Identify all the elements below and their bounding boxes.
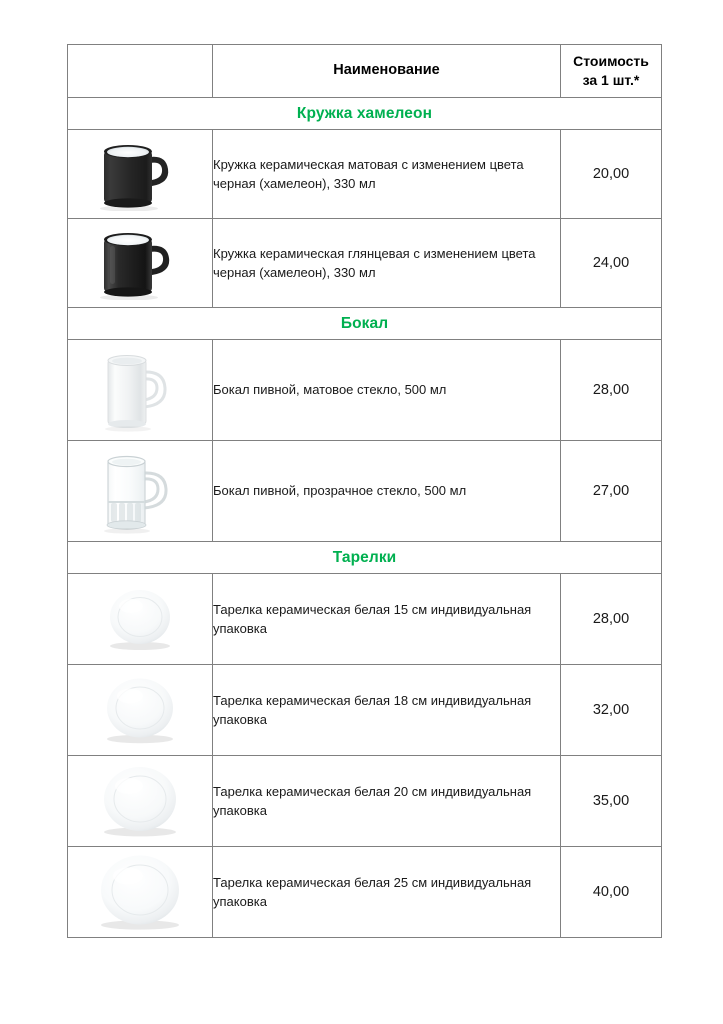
section-header-row — [68, 98, 662, 130]
white-plate-18-image — [82, 673, 198, 747]
product-image-cell — [68, 847, 213, 938]
product-row — [68, 219, 662, 308]
product-name: Тарелка керамическая белая 20 см индивидуальная упаковка — [213, 756, 561, 847]
header-name-column: Наименование — [213, 45, 561, 98]
black-matte-mug-image — [88, 137, 192, 211]
product-name: Бокал пивной, прозрачное стекло, 500 мл — [213, 441, 561, 542]
product-name: Тарелка керамическая белая 18 см индивидуальная упаковка — [213, 665, 561, 756]
product-row — [68, 340, 662, 441]
product-image-cell — [68, 219, 213, 308]
white-plate-20-image — [79, 762, 201, 840]
table-body — [68, 98, 662, 938]
product-name: Тарелка керамическая белая 25 см индивидуальная упаковка — [213, 847, 561, 938]
white-plate-25-image — [76, 851, 204, 933]
black-glossy-mug-image — [88, 226, 192, 300]
product-image-cell — [68, 665, 213, 756]
product-row — [68, 441, 662, 542]
price-table — [67, 44, 662, 938]
section-header-row — [68, 542, 662, 574]
product-row — [68, 756, 662, 847]
header-price-line2: за 1 шт.* — [582, 72, 640, 88]
header-row — [68, 45, 662, 98]
section-title: Бокал — [68, 308, 662, 340]
product-price: 24,00 — [561, 219, 662, 308]
section-title: Тарелки — [68, 542, 662, 574]
clear-beer-glass-image — [94, 445, 186, 537]
header-price-line1: Стоимость — [573, 53, 649, 70]
product-image-cell — [68, 756, 213, 847]
section-title: Кружка хамелеон — [68, 98, 662, 130]
frosted-beer-glass-image — [94, 346, 186, 434]
product-image-cell — [68, 574, 213, 665]
product-price: 32,00 — [561, 665, 662, 756]
header-price-column — [561, 45, 662, 98]
product-row — [68, 130, 662, 219]
product-price: 27,00 — [561, 441, 662, 542]
product-row — [68, 847, 662, 938]
section-header-row — [68, 308, 662, 340]
header-image-column — [68, 45, 213, 98]
product-name: Кружка керамическая глянцевая с изменением цвета черная (хамелеон), 330 мл — [213, 219, 561, 308]
table-header — [68, 45, 662, 98]
product-image-cell — [68, 441, 213, 542]
product-row — [68, 574, 662, 665]
product-price: 35,00 — [561, 756, 662, 847]
product-row — [68, 665, 662, 756]
product-image-cell — [68, 130, 213, 219]
product-name: Кружка керамическая матовая с изменением цвета черная (хамелеон), 330 мл — [213, 130, 561, 219]
product-name: Бокал пивной, матовое стекло, 500 мл — [213, 340, 561, 441]
product-price: 28,00 — [561, 340, 662, 441]
white-plate-15-image — [84, 584, 196, 654]
product-price: 28,00 — [561, 574, 662, 665]
product-price: 40,00 — [561, 847, 662, 938]
product-price: 20,00 — [561, 130, 662, 219]
product-image-cell — [68, 340, 213, 441]
product-name: Тарелка керамическая белая 15 см индивидуальная упаковка — [213, 574, 561, 665]
